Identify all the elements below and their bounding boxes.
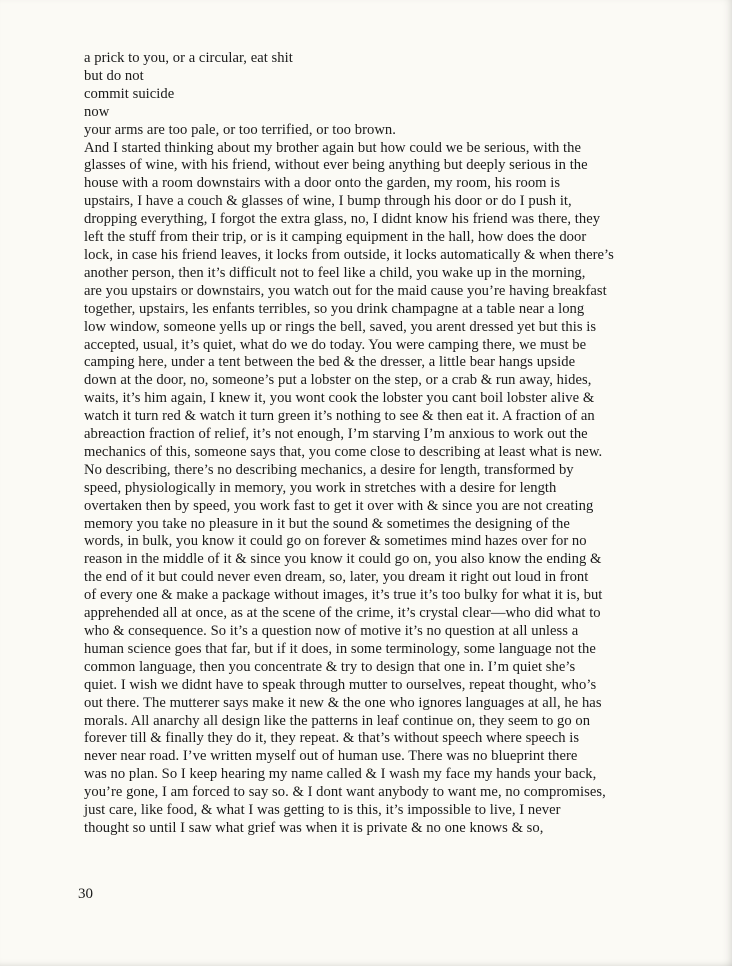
text-line: down at the door, no, someone’s put a lobster on the step, or a crab & run away, hides,: [84, 372, 592, 389]
text-line: together, upstairs, les enfants terribles, so you drink champagne at a table near a long: [84, 300, 585, 317]
text-line: was no plan. So I keep hearing my name called & I wash my face my hands your back,: [84, 766, 597, 783]
text-line: camping here, under a tent between the bed & the dresser, a little bear hangs upside: [84, 354, 576, 371]
text-line: who & consequence. So it’s a question now of motive it’s no question at all unless a: [84, 623, 579, 639]
text-line: but do not: [84, 67, 144, 84]
text-line: mechanics of this, someone says that, you come close to describing at least what is new.: [84, 443, 603, 460]
text-line: human science goes that far, but if it does, in some terminology, some language not the: [84, 640, 596, 657]
text-line: watch it turn red & watch it turn green it’s nothing to see & then eat it. A fraction of an: [84, 408, 595, 425]
text-line: just care, like food, & what I was getting to is this, it’s impossible to live, I never: [84, 802, 561, 819]
text-line: you’re gone, I am forced to say so. & I dont want anybody to want me, no compromises,: [84, 784, 606, 801]
body-text: [84, 50, 696, 838]
text-line: out there. The mutterer says make it new & the one who ignores languages at all, he has: [84, 694, 602, 711]
text-line: apprehended all at once, as at the scene of the crime, it’s crystal clear—who did what to: [84, 605, 601, 622]
text-line: overtaken then by speed, you work fast to get it over with & since you are not creating: [84, 497, 594, 514]
text-line: No describing, there’s no describing mechanics, a desire for length, transformed by: [84, 461, 574, 478]
text-line: lock, in case his friend leaves, it locks from outside, it locks automatically & when there’s: [84, 246, 614, 263]
text-line: reason in the middle of it & since you know it could go on, you also know the ending &: [84, 551, 602, 568]
text-line: low window, someone yells up or rings the bell, saved, you arent dressed yet but this is: [84, 318, 597, 335]
text-line: of every one & make a package without images, it’s true it’s too bulky for what it is, but: [84, 587, 603, 604]
text-line: quiet. I wish we didnt have to speak through mutter to ourselves, repeat thought, who’s: [84, 676, 597, 693]
text-line: never near road. I’ve written myself out of human use. There was no blueprint there: [84, 748, 578, 765]
text-line: memory you take no pleasure in it but the sound & sometimes the designing of the: [84, 515, 570, 532]
page-number: 30: [78, 886, 93, 902]
text-line: now: [84, 103, 110, 120]
text-line: are you upstairs or downstairs, you watch out for the maid cause you’re having breakfast: [84, 282, 607, 299]
text-line: dropping everything, I forgot the extra glass, no, I didnt know his friend was there, they: [84, 211, 601, 228]
text-line: forever till & finally they do it, they repeat. & that’s without speech where speech is: [84, 730, 580, 747]
text-line: the end of it but could never even dream, so, later, you dream it right out loud in front: [84, 569, 589, 586]
text-line: And I started thinking about my brother again but how could we be serious, with the: [84, 139, 581, 156]
text-line: upstairs, I have a couch & glasses of wine, I bump through his door or do I push it,: [84, 193, 572, 210]
text-line: glasses of wine, with his friend, without ever being anything but deeply serious in the: [84, 157, 588, 174]
text-line: accepted, usual, it’s quiet, what do we do today. You were camping there, we must be: [84, 336, 587, 353]
text-line: your arms are too pale, or too terrified, or too brown.: [84, 121, 396, 138]
text-line: thought so until I saw what grief was when it is private & no one knows & so,: [84, 819, 544, 836]
text-line: speed, physiologically in memory, you work in stretches with a desire for length: [84, 479, 557, 496]
text-line: common language, then you concentrate & try to design that one in. I’m quiet she’s: [84, 658, 576, 675]
text-line: words, in bulk, you know it could go on forever & sometimes mind hazes over for no: [84, 533, 587, 550]
text-line: left the stuff from their trip, or is it camping equipment in the hall, how does the door: [84, 229, 587, 246]
text-line: morals. All anarchy all design like the patterns in leaf continue on, they seem to go on: [84, 712, 591, 729]
text-line: a prick to you, or a circular, eat shit: [84, 50, 293, 66]
text-line: commit suicide: [84, 85, 175, 102]
text-line: house with a room downstairs with a door onto the garden, my room, his room is: [84, 175, 561, 192]
text-line: abreaction fraction of relief, it’s not enough, I’m starving I’m anxious to work out the: [84, 426, 588, 443]
text-line: waits, it’s him again, I knew it, you wont cook the lobster you cant boil lobster alive &: [84, 390, 595, 407]
text-line: another person, then it’s difficult not to feel like a child, you wake up in the morning,: [84, 264, 586, 281]
